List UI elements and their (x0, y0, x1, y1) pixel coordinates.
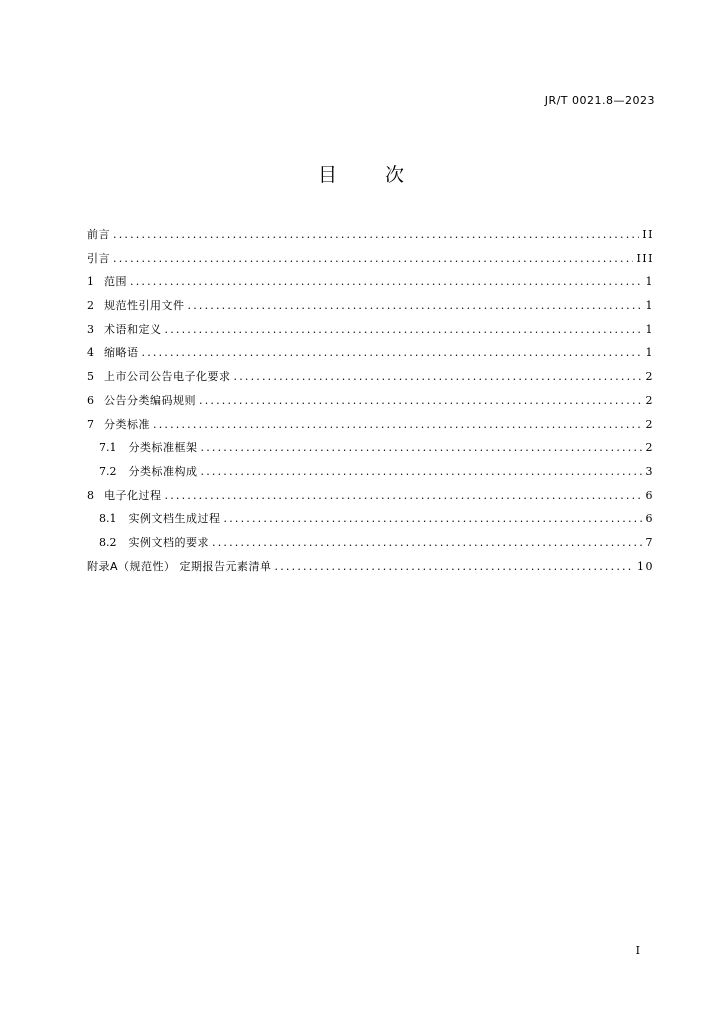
toc-entry-8-2[interactable] (87, 534, 654, 558)
toc-leader-dots (113, 252, 633, 265)
toc-entry-foreword[interactable] (87, 226, 654, 250)
toc-title-char-2: 次 (385, 164, 407, 186)
toc-entry-label: 分类标准框架 (128, 441, 198, 455)
toc-entry-introduction[interactable] (87, 250, 654, 274)
toc-entry-page: 6 (645, 512, 654, 526)
toc-leader-dots (224, 512, 643, 525)
toc-entry-page: 2 (645, 417, 654, 431)
toc-entry-number: 4 (87, 346, 94, 360)
toc-entry-page: 1 (645, 299, 654, 313)
toc-entry-7[interactable] (87, 416, 654, 440)
toc-entry-1[interactable] (87, 273, 654, 297)
toc-entry-label: 上市公司公告电子化要求 (104, 370, 231, 384)
toc-leader-dots (130, 275, 643, 288)
toc-leader-dots (201, 465, 643, 478)
toc-entry-number: 8 (87, 488, 94, 502)
toc-entry-label: 附录A（规范性） 定期报告元素清单 (87, 559, 272, 573)
toc-entry-page: 1 (645, 346, 654, 360)
toc-entry-page: 7 (645, 535, 654, 549)
document-code: JR/T 0021.8—2023 (544, 94, 655, 107)
toc-entry-appendix-a[interactable] (87, 558, 654, 582)
toc-entry-label: 规范性引用文件 (104, 299, 185, 313)
toc-entry-5[interactable] (87, 368, 654, 392)
toc-leader-dots (188, 299, 643, 312)
toc-leader-dots (275, 560, 634, 573)
toc-entry-number: 6 (87, 393, 94, 407)
toc-entry-4[interactable] (87, 344, 654, 368)
toc-entry-number: 5 (87, 370, 94, 384)
toc-leader-dots (234, 370, 643, 383)
toc-entry-page: II (642, 228, 654, 241)
toc-entry-label: 电子化过程 (104, 488, 162, 502)
toc-entry-label: 范围 (104, 275, 127, 289)
toc-entry-3[interactable] (87, 321, 654, 345)
toc-entry-page: 2 (645, 393, 654, 407)
toc-leader-dots (199, 394, 643, 407)
toc-entry-label: 实例文档的要求 (128, 535, 209, 549)
toc-leader-dots (153, 418, 643, 431)
toc-title-char-1: 目 (317, 164, 339, 186)
toc-entry-7-2[interactable] (87, 463, 654, 487)
toc-leader-dots (113, 228, 639, 241)
toc-entry-label: 术语和定义 (104, 322, 162, 336)
toc-entry-number: 3 (87, 322, 94, 336)
toc-entry-page: 10 (637, 559, 654, 573)
toc-entry-page: 1 (645, 322, 654, 336)
table-of-contents (87, 226, 654, 581)
toc-entry-label: 实例文档生成过程 (128, 512, 221, 526)
toc-entry-number: 1 (87, 275, 94, 289)
toc-entry-number: 8.1 (99, 512, 117, 526)
toc-entry-page: III (636, 251, 654, 265)
toc-entry-7-1[interactable] (87, 439, 654, 463)
toc-entry-8[interactable] (87, 487, 654, 511)
toc-entry-8-1[interactable] (87, 510, 654, 534)
toc-entry-number: 7.2 (99, 464, 117, 478)
toc-leader-dots (165, 489, 643, 502)
toc-entry-label: 公告分类编码规则 (104, 393, 196, 407)
toc-entry-number: 8.2 (99, 535, 117, 549)
toc-title (0, 160, 724, 187)
toc-entry-number: 7.1 (99, 441, 117, 455)
toc-entry-label: 缩略语 (104, 346, 139, 360)
toc-entry-number: 7 (87, 417, 94, 431)
toc-entry-page: 2 (645, 441, 654, 455)
toc-entry-label: 分类标准构成 (128, 464, 198, 478)
toc-entry-page: 2 (645, 370, 654, 384)
toc-leader-dots (212, 536, 643, 549)
toc-entry-label: 引言 (87, 251, 110, 265)
toc-entry-label: 前言 (87, 228, 110, 241)
toc-entry-page: 6 (645, 488, 654, 502)
toc-entry-label: 分类标准 (104, 417, 150, 431)
toc-entry-6[interactable] (87, 392, 654, 416)
toc-leader-dots (142, 346, 643, 359)
toc-leader-dots (165, 323, 643, 336)
toc-entry-page: 1 (645, 275, 654, 289)
toc-entry-2[interactable] (87, 297, 654, 321)
toc-entry-number: 2 (87, 299, 94, 313)
page-number: I (635, 944, 640, 957)
toc-entry-page: 3 (645, 464, 654, 478)
toc-leader-dots (201, 441, 643, 454)
